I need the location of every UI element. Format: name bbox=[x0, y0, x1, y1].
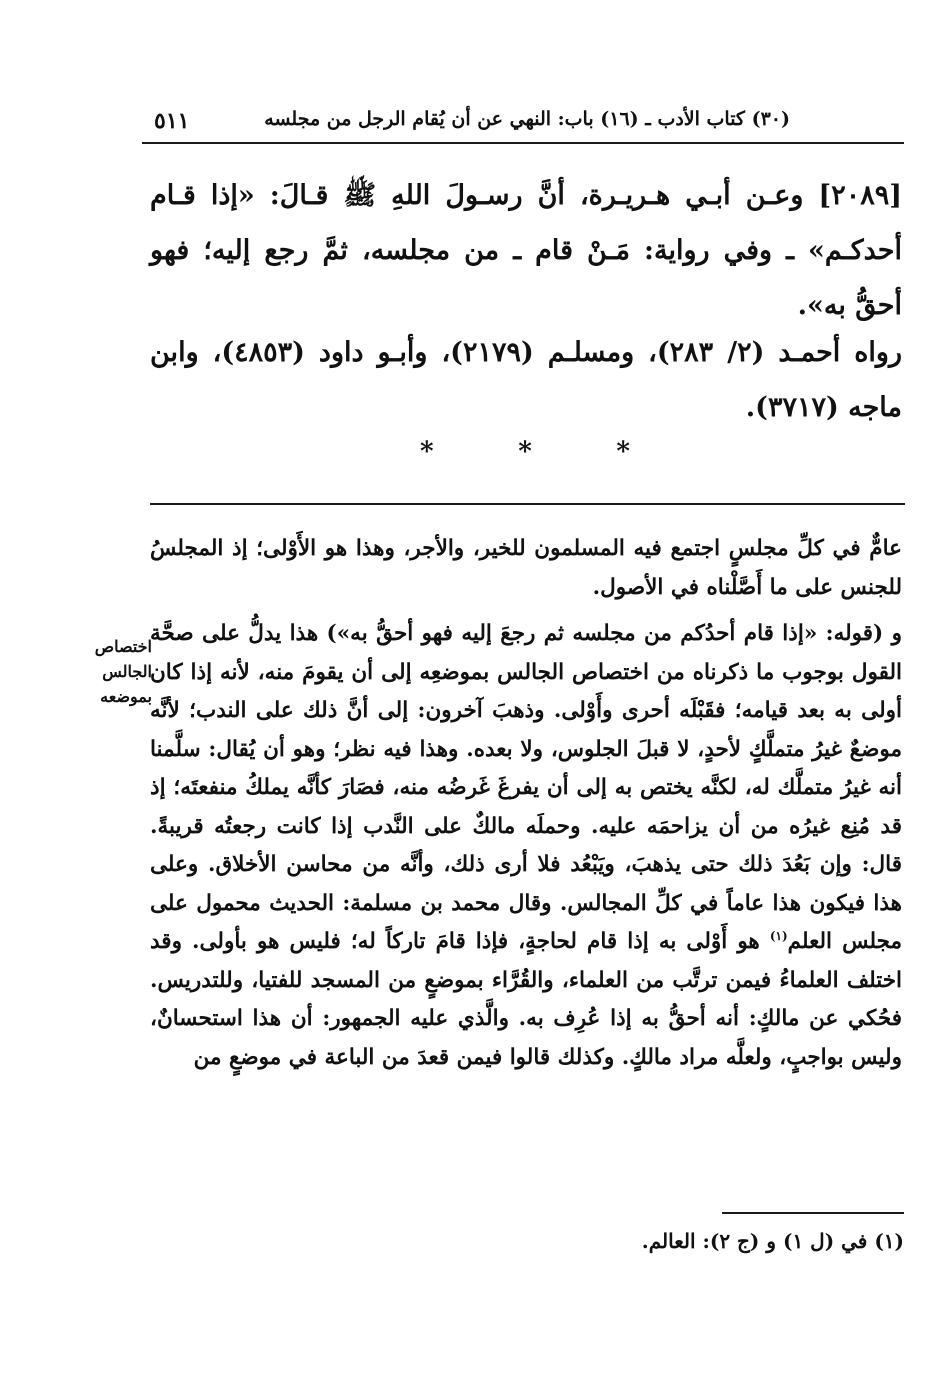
page-number: ٥١١ bbox=[154, 108, 190, 134]
commentary-text: و (قوله: «إذا قام أحدُكم من مجلسه ثم رجعَ إليه فهو أحقُّ به») هذا يدلُّ على صحَّة القول بوجوب ما ذكرناه من اختصاص الجالس بموضعِه إلى أن يقومَ منه، لأنه إذا كان أولى به بعد قيامه؛ فقَبْلَه أحرى وأَوْلى. وذهبَ آخرون: إلى أنَّ ذلك على الندب؛ لأنَّه موضعٌ غيرُ متملَّكٍ لأحدٍ، لا قبلَ الجلوس، ولا بعده. وهذا فيه نظر؛ وهو أن يُقال: سلَّمنا أنه غيرُ متملَّك له، لكنَّه يختص به إلى أن يفرغَ غَرضُه منه، فصَارَ كأنَّه يملكُ منفعتَه؛ إذ قد مُنِع غيرُه من أن يزاحمَه عليه. وحملَه مالكٌ على النَّدب إذا كانت رجعتُه قريبةً. قال: وإن بَعُدَ ذلك حتى يذهبَ، ويَبْعُد فلا أرى ذلك، وأنَّه من محاسن الأخلاق. وعلى هذا فيكون هذا عاماً في كلِّ المجالس. وقال محمد بن مسلمة: الحديث محمول على مجلس العلم bbox=[150, 621, 902, 954]
section-ornament bbox=[420, 437, 630, 467]
hadith-text: [٢٠٨٩] وعـن أبـي هـريـرة، أنَّ رسـولَ اللهِ ﷺ قـالَ: «إذا قـام أحدكـم» ـ وفي رواية: مَـنْ قام ـ من مجلسه، ثمَّ رجع إليه؛ فهو أحقُّ به». bbox=[150, 180, 902, 321]
footnote-marker: (١) bbox=[769, 928, 788, 943]
commentary-paragraph bbox=[150, 615, 902, 1077]
commentary bbox=[150, 530, 902, 1085]
section-separator bbox=[150, 503, 905, 505]
chapter-title: (٣٠) كتاب الأدب ـ (١٦) باب: النهي عن أن يُقام الرجل من مجلسه bbox=[264, 108, 790, 130]
commentary-paragraph: عامٌّ في كلِّ مجلسٍ اجتمع فيه المسلمون للخير، والأجر، وهذا هو الأَوْلى؛ إذ المجلسُ للجنس على ما أَصَّلْناه في الأصول. bbox=[150, 536, 902, 600]
running-header bbox=[140, 104, 910, 144]
hadith-sources: رواه أحمـد (٢/ ٢٨٣)، ومسلـم (٢١٧٩)، وأبـو داود (٤٨٥٣)، وابن ماجه (٣٧١٧). bbox=[150, 337, 903, 423]
header-rule bbox=[142, 142, 904, 144]
star-ornament: * bbox=[616, 437, 630, 467]
margin-note: اختصاص الجالس بموضعه bbox=[94, 637, 152, 706]
footnote-rule bbox=[722, 1212, 904, 1214]
star-ornament: * bbox=[420, 437, 434, 467]
commentary-text: هو أَوْلى به إذا قام لحاجةٍ، فإذا قامَ تاركاً له؛ فليس هو بأولى. وقد اختلف العلماءُ فيمن ترتَّب من العلماء، والقُرَّاء بموضعٍ من المسجد للفتيا، وللتدريس. فحُكي عن مالكٍ: أنه أحقُّ به إذا عُرِف به. والَّذي عليه الجمهور: أن هذا استحسانٌ، وليس بواجبٍ، ولعلَّه مراد مالكٍ. وكذلك قالوا فيمن قعدَ من الباعة في موضعٍ من bbox=[150, 929, 902, 1070]
footnote: (١) في (ل ١) و (ج ٢): العالم. bbox=[641, 1229, 904, 1253]
star-ornament: * bbox=[518, 437, 532, 467]
